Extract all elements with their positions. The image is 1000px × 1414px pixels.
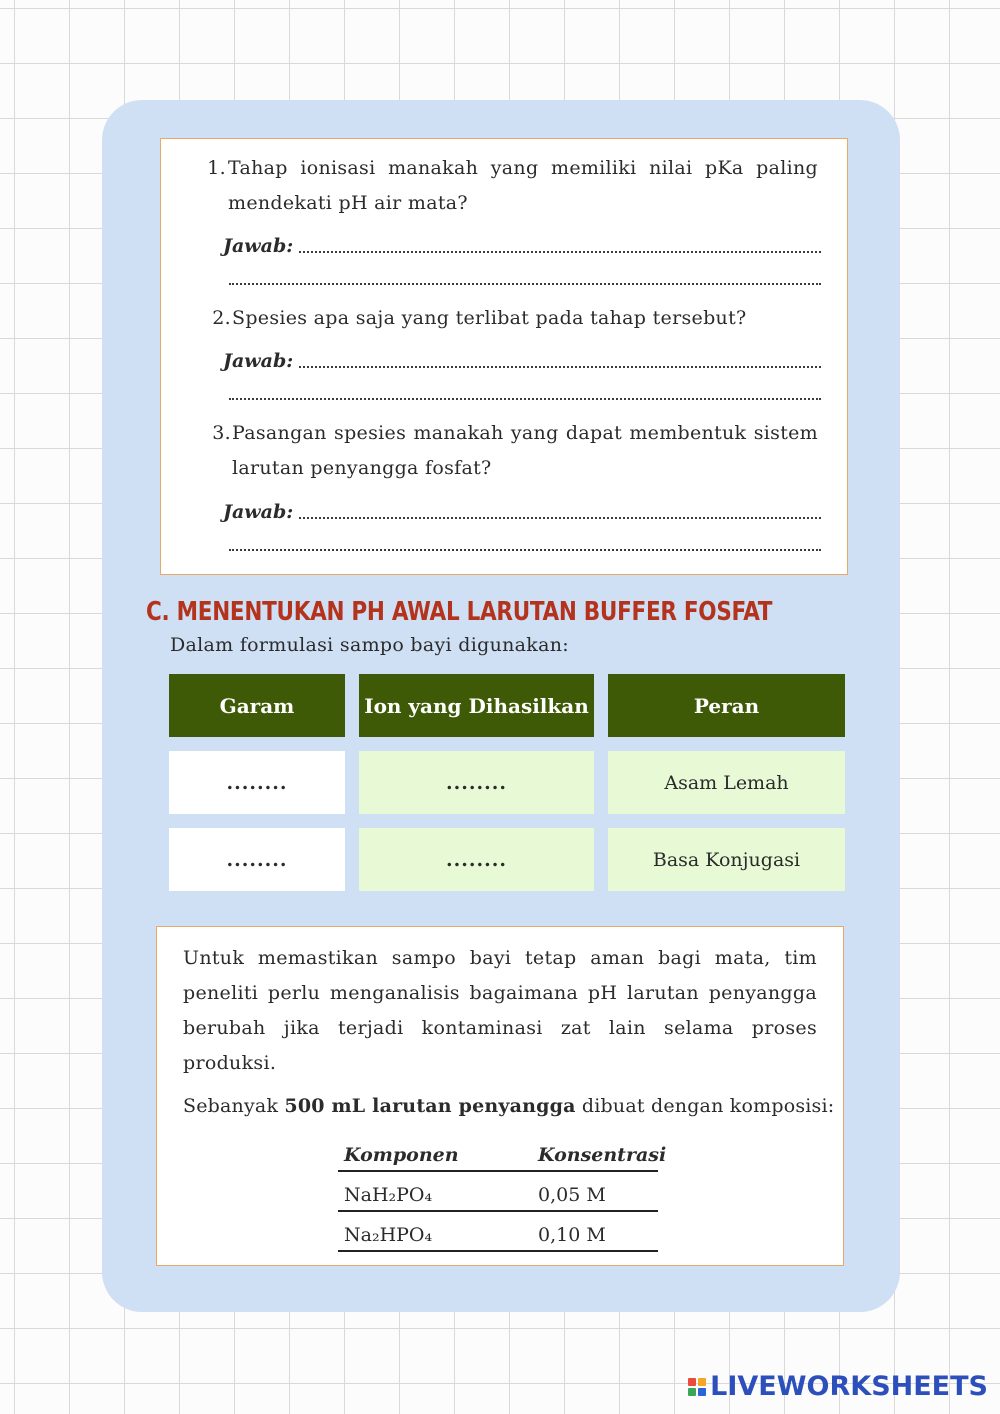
answer-line-3[interactable]: [223, 493, 821, 523]
answer-label: Jawab:: [223, 350, 294, 372]
answer-dotted-line[interactable]: [299, 251, 821, 253]
section-title: C. MENENTUKAN PH AWAL LARUTAN BUFFER FOSFAT: [146, 597, 773, 627]
sentence-text: Sebanyak: [183, 1095, 285, 1117]
component-name: Na₂HPO₄: [344, 1224, 433, 1246]
sentence-text: dibuat dengan komposisi:: [575, 1095, 835, 1117]
question-text: Tahap ionisasi manakah yang memiliki nilai pKa paling mendekati pH air mata?: [228, 157, 818, 214]
table-header-ion: Ion yang Dihasilkan: [359, 674, 594, 737]
answer-line-1[interactable]: [223, 227, 821, 257]
question-text: Pasangan spesies manakah yang dapat membentuk sistem larutan penyangga fosfat?: [232, 422, 818, 479]
column-header-konsentrasi: Konsentrasi: [538, 1144, 667, 1166]
composition-sentence: [183, 1095, 834, 1117]
component-concentration: 0,10 M: [538, 1224, 606, 1246]
answer-label: Jawab:: [223, 235, 294, 257]
logo-squares-icon: [688, 1378, 706, 1396]
answer-dotted-line[interactable]: [299, 517, 821, 519]
case-box: [156, 926, 844, 1266]
questions-box: [160, 138, 848, 575]
question-number: 2.: [212, 307, 231, 329]
answer-extra-line[interactable]: [229, 283, 821, 285]
table-header-garam: Garam: [169, 674, 345, 737]
component-concentration: 0,05 M: [538, 1184, 606, 1206]
column-header-komponen: Komponen: [344, 1144, 459, 1166]
section-intro: Dalam formulasi sampo bayi digunakan:: [170, 634, 569, 656]
table-cell-peran: Asam Lemah: [608, 751, 845, 814]
table-cell-ion-input[interactable]: ........: [359, 751, 594, 814]
answer-label: Jawab:: [223, 501, 294, 523]
table-cell-peran: Basa Konjugasi: [608, 828, 845, 891]
table-row: [338, 1133, 667, 1172]
answer-extra-line[interactable]: [229, 398, 821, 400]
logo-text: LIVEWORKSHEETS: [710, 1371, 988, 1402]
answer-extra-line[interactable]: [229, 549, 821, 551]
table-cell-garam-input[interactable]: ........: [169, 828, 345, 891]
table-cell-ion-input[interactable]: ........: [359, 828, 594, 891]
table-header-peran: Peran: [608, 674, 845, 737]
liveworksheets-logo: [688, 1371, 988, 1402]
question-number: 3.: [212, 422, 231, 444]
table-row: [338, 1212, 658, 1252]
table-cell-garam-input[interactable]: ........: [169, 751, 345, 814]
answer-line-2[interactable]: [223, 342, 821, 372]
sentence-bold: 500 mL larutan penyangga: [284, 1095, 576, 1117]
question-text: Spesies apa saja yang terlibat pada tahap tersebut?: [232, 307, 747, 329]
component-name: NaH₂PO₄: [344, 1184, 433, 1206]
case-paragraph: Untuk memastikan sampo bayi tetap aman bagi mata, tim peneliti perlu menganalisis bagaimana pH larutan penyangga berubah jika terjadi kontaminasi zat lain selama proses produksi.: [183, 947, 817, 1074]
answer-dotted-line[interactable]: [299, 366, 821, 368]
question-number: 1.: [207, 157, 226, 179]
composition-table: [338, 1133, 667, 1252]
table-row: [338, 1172, 658, 1212]
